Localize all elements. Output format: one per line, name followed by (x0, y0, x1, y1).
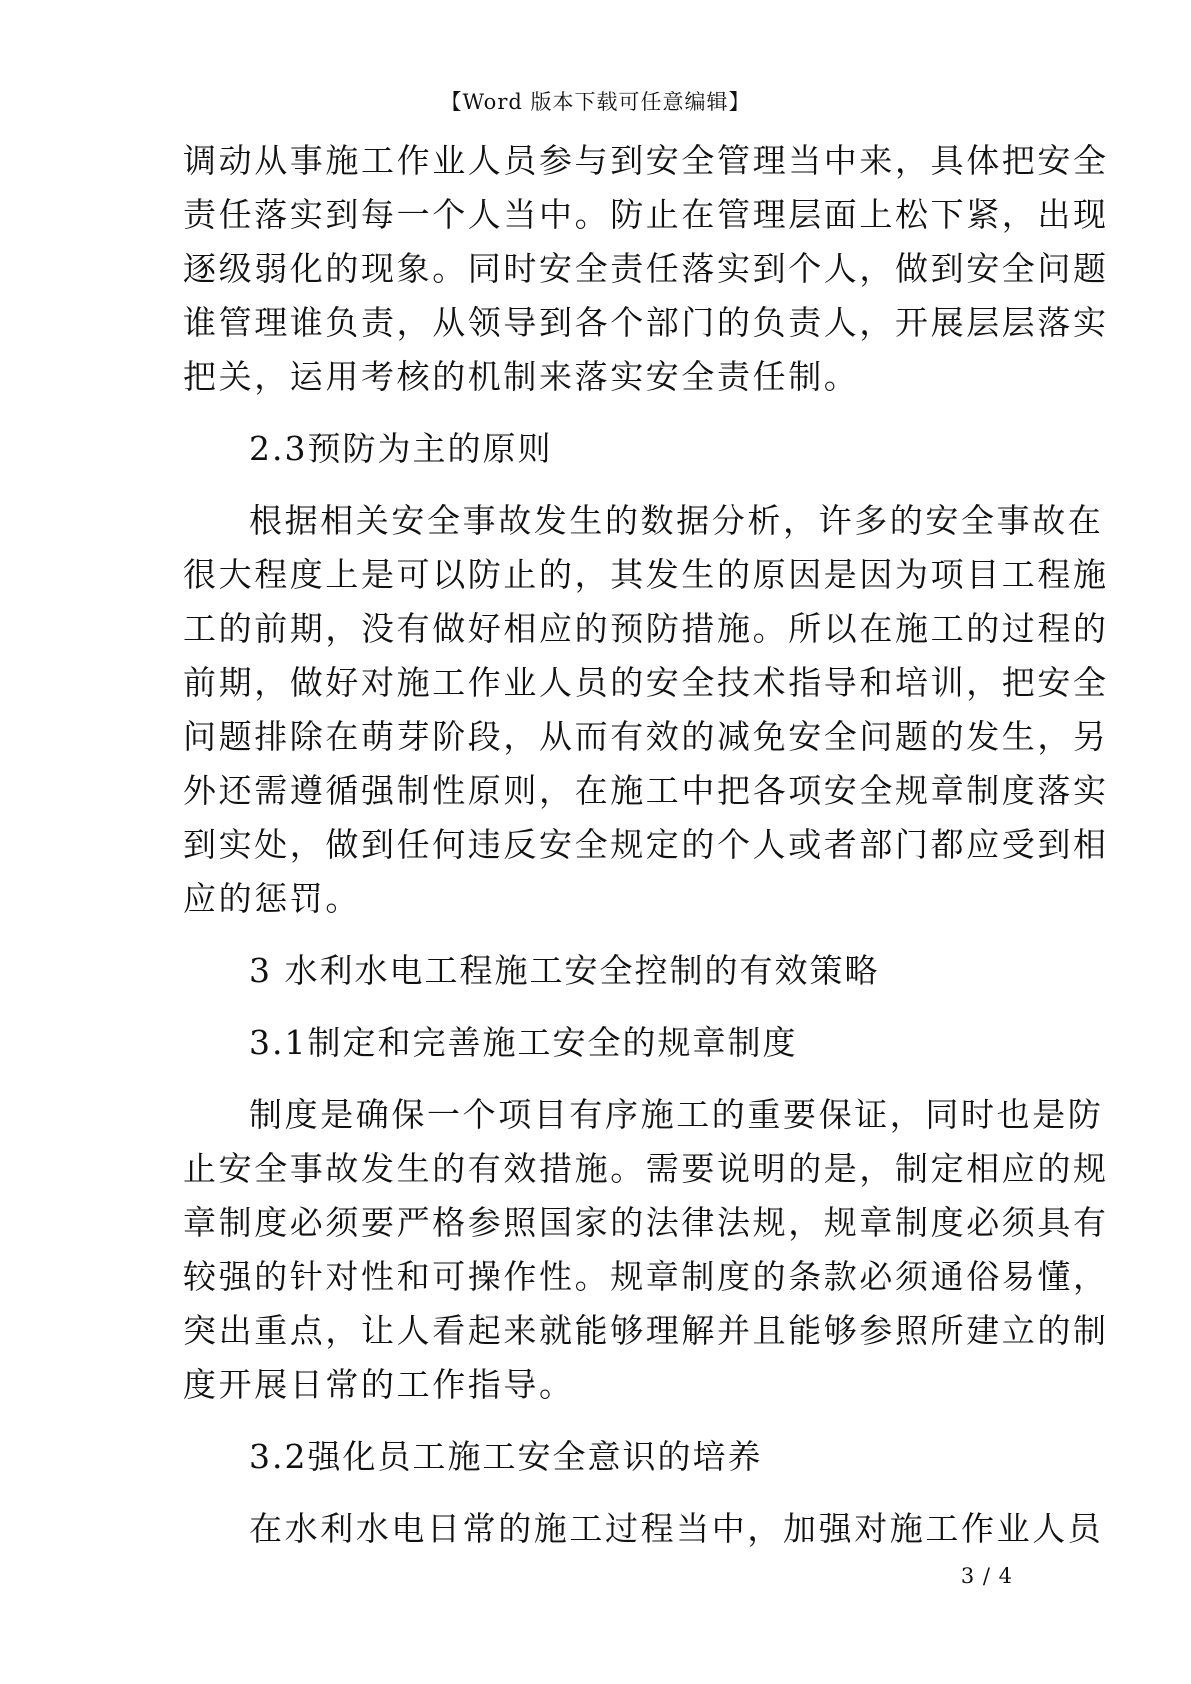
page-header: 【Word 版本下载可任意编辑】 (440, 90, 751, 114)
text-line: 责任落实到每一个人当中。防止在管理层面上松下紧，出现 (183, 195, 1109, 234)
text-line: 把关，运用考核的机制来落实安全责任制。 (183, 357, 860, 396)
section-heading: 3.1制定和完善施工安全的规章制度 (249, 1023, 798, 1062)
section-heading: 2.3预防为主的原则 (249, 429, 553, 468)
text-line: 应的惩罚。 (183, 879, 361, 918)
text-line: 逐级弱化的现象。同时安全责任落实到个人，做到安全问题 (183, 249, 1109, 288)
text-line: 根据相关安全事故发生的数据分析，许多的安全事故在 (249, 501, 1104, 540)
text-line: 调动从事施工作业人员参与到安全管理当中来，具体把安全 (183, 141, 1109, 180)
document-body (183, 134, 1109, 1556)
text-line: 制度是确保一个项目有序施工的重要保证，同时也是防 (249, 1095, 1104, 1134)
page-number: 3 / 4 (960, 1564, 1013, 1588)
text-line: 谁管理谁负责，从领导到各个部门的负责人，开展层层落实 (183, 303, 1109, 342)
text-line: 章制度必须要严格参照国家的法律法规，规章制度必须具有 (183, 1203, 1109, 1242)
text-line: 问题排除在萌芽阶段，从而有效的减免安全问题的发生，另 (183, 717, 1109, 756)
text-line: 度开展日常的工作指导。 (183, 1365, 575, 1404)
text-line: 工的前期，没有做好相应的预防措施。所以在施工的过程的 (183, 609, 1109, 648)
text-line: 到实处，做到任何违反安全规定的个人或者部门都应受到相 (183, 825, 1109, 864)
text-line: 很大程度上是可以防止的，其发生的原因是因为项目工程施 (183, 555, 1109, 594)
section-heading: 3.2强化员工施工安全意识的培养 (249, 1437, 763, 1476)
text-line: 止安全事故发生的有效措施。需要说明的是，制定相应的规 (183, 1149, 1109, 1188)
text-line: 突出重点，让人看起来就能够理解并且能够参照所建立的制 (183, 1311, 1109, 1350)
text-line: 较强的针对性和可操作性。规章制度的条款必须通俗易懂， (183, 1257, 1109, 1296)
text-line: 在水利水电日常的施工过程当中，加强对施工作业人员 (249, 1509, 1104, 1548)
text-line: 前期，做好对施工作业人员的安全技术指导和培训，把安全 (183, 663, 1109, 702)
section-heading: 3 水利水电工程施工安全控制的有效策略 (249, 951, 880, 990)
text-line: 外还需遵循强制性原则，在施工中把各项安全规章制度落实 (183, 771, 1109, 810)
